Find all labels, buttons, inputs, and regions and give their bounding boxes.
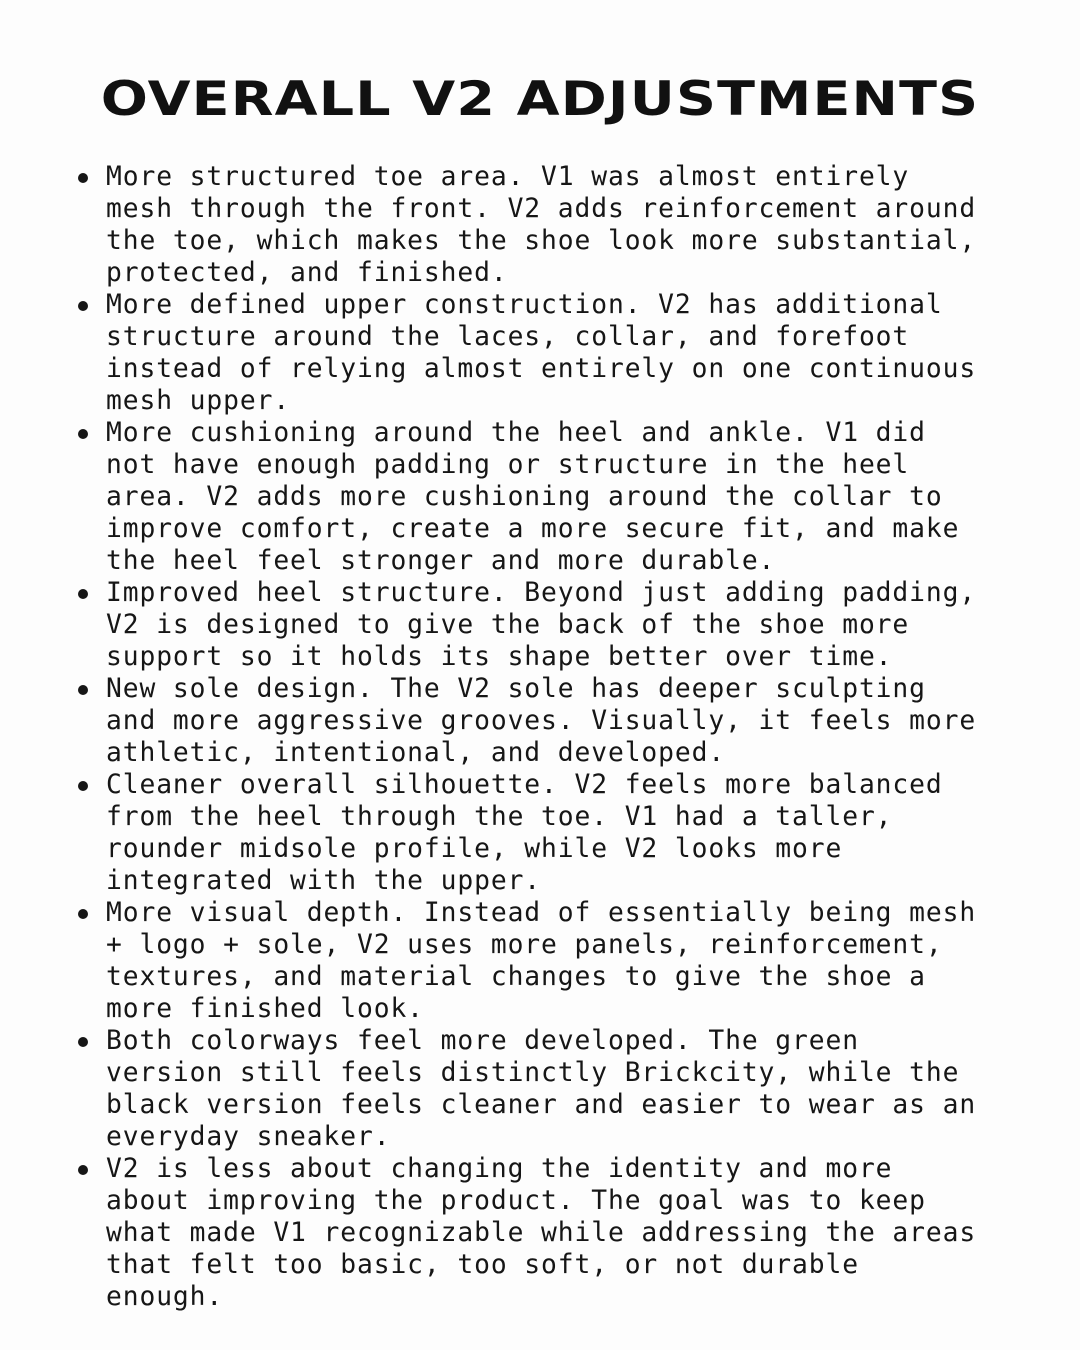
list-item: [0, 289, 986, 417]
bullet-icon: [78, 1165, 88, 1175]
list-item-text: More visual depth. Instead of essentially being mesh + logo + sole, V2 uses more panels, reinforcement, textures, and material changes to give the shoe a more finished look.: [106, 898, 977, 1024]
list-item-text: More structured toe area. V1 was almost entirely mesh through the front. V2 adds reinforcement around the toe, which makes the shoe look more substantial, protected, and finished.: [106, 162, 977, 288]
list-item-text: New sole design. The V2 sole has deeper sculpting and more aggressive grooves. Visually, it feels more athletic, intentional, and developed.: [106, 674, 977, 768]
list-item: [0, 161, 986, 289]
list-item: [0, 673, 986, 769]
bullet-icon: [78, 1037, 88, 1047]
bullet-icon: [78, 429, 88, 439]
list-item-text: V2 is less about changing the identity and more about improving the product. The goal was to keep what made V1 recognizable while addressing the areas that felt too basic, too soft, or not durable enough.: [106, 1154, 977, 1312]
adjustments-list: [0, 161, 1080, 1313]
bullet-icon: [78, 173, 88, 183]
list-item: [0, 1153, 986, 1313]
page-title: OVERALL V2 ADJUSTMENTS: [100, 72, 980, 127]
list-item: [0, 1025, 986, 1153]
bullet-icon: [78, 685, 88, 695]
list-item-text: Improved heel structure. Beyond just adding padding, V2 is designed to give the back of the shoe more support so it holds its shape better over time.: [106, 578, 977, 672]
list-item-text: Both colorways feel more developed. The green version still feels distinctly Brickcity, while the black version feels cleaner and easier to wear as an everyday sneaker.: [106, 1026, 977, 1152]
bullet-icon: [78, 589, 88, 599]
bullet-icon: [78, 781, 88, 791]
list-item: [0, 897, 986, 1025]
list-item: [0, 417, 986, 577]
bullet-icon: [78, 909, 88, 919]
list-item-text: Cleaner overall silhouette. V2 feels more balanced from the heel through the toe. V1 had a taller, rounder midsole profile, while V2 looks more integrated with the upper.: [106, 770, 943, 896]
list-item-text: More defined upper construction. V2 has additional structure around the laces, collar, and forefoot instead of relying almost entirely on one continuous mesh upper.: [106, 290, 977, 416]
list-item: [0, 577, 986, 673]
list-item: [0, 769, 986, 897]
bullet-icon: [78, 301, 88, 311]
list-item-text: More cushioning around the heel and ankle. V1 did not have enough padding or structure in the heel area. V2 adds more cushioning around the collar to improve comfort, create a more secure fit, and make the heel feel stronger and more durable.: [106, 418, 960, 576]
